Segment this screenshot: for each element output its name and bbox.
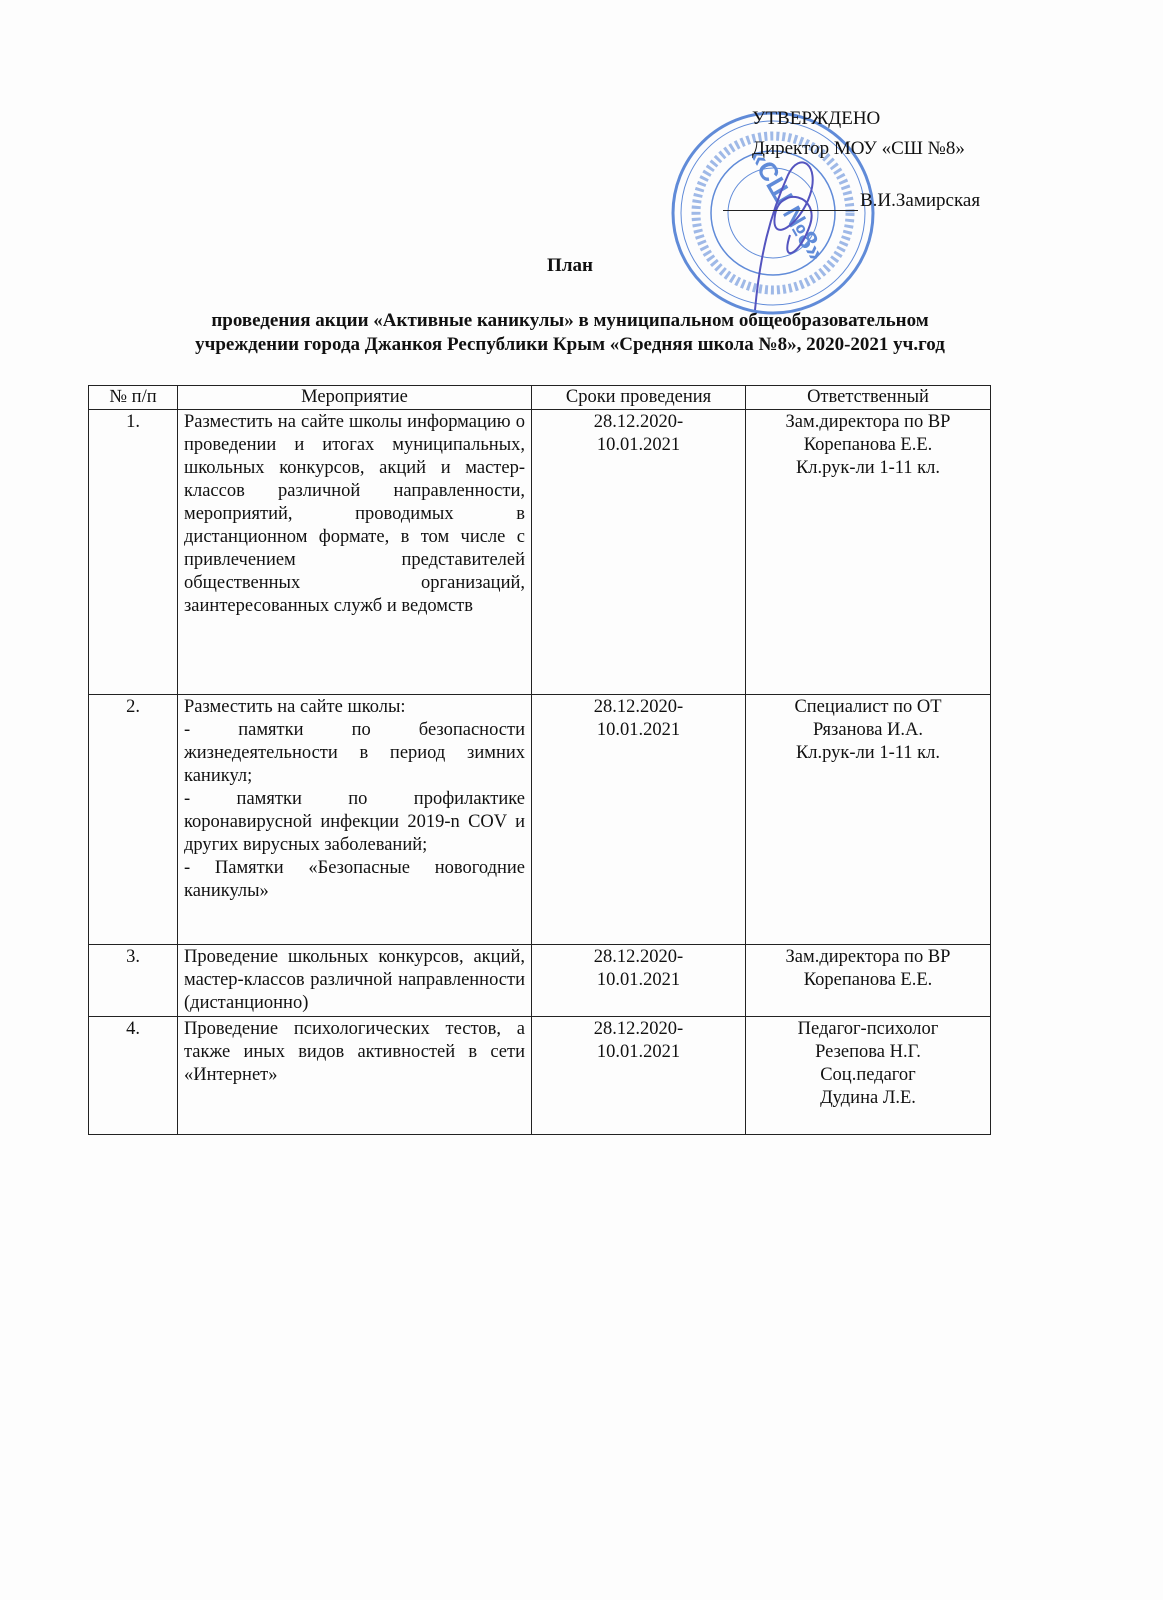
- row-number: 3.: [89, 945, 178, 1017]
- event-line: - памятки по профилактике коронавирусной инфекции 2019-n COV и других вирусных заболеваний;: [184, 789, 525, 855]
- responsible-line: Соц.педагог: [820, 1065, 916, 1085]
- row-event: Проведение школьных конкурсов, акций, мастер-классов различной направленности (дистанционно): [178, 945, 532, 1017]
- row-dates: [532, 945, 746, 1017]
- responsible-line: Зам.директора по ВР: [785, 412, 951, 432]
- svg-text:«СШ №8»: «СШ №8»: [743, 143, 832, 266]
- header-responsible: Ответственный: [746, 386, 991, 410]
- row-event: [178, 695, 532, 945]
- subtitle-line-1: проведения акции «Активные каникулы» в муниципальном общеобразовательном: [211, 310, 929, 331]
- date-end: 10.01.2021: [596, 1042, 681, 1062]
- responsible-line: Корепанова Е.Е.: [803, 970, 933, 990]
- date-end: 10.01.2021: [596, 720, 681, 740]
- event-line: Разместить на сайте школы:: [184, 697, 406, 717]
- approval-position: Директор МОУ «СШ №8»: [752, 138, 965, 159]
- table-row: [89, 695, 991, 945]
- row-number: 1.: [89, 410, 178, 695]
- row-dates: [532, 1017, 746, 1135]
- date-start: 28.12.2020-: [593, 1019, 684, 1039]
- signature-line: [723, 210, 858, 211]
- header-number: № п/п: [89, 386, 178, 410]
- event-line: - памятки по безопасности жизнедеятельности в период зимних каникул;: [184, 720, 525, 786]
- table-row: [89, 410, 991, 695]
- row-dates: [532, 410, 746, 695]
- date-start: 28.12.2020-: [593, 697, 684, 717]
- approval-signatory: В.И.Замирская: [860, 190, 981, 211]
- header-event: Мероприятие: [178, 386, 532, 410]
- responsible-line: Зам.директора по ВР: [785, 947, 951, 967]
- responsible-line: Педагог-психолог: [797, 1019, 939, 1039]
- row-responsible: [746, 410, 991, 695]
- responsible-line: Резепова Н.Г.: [815, 1042, 921, 1062]
- responsible-line: Кл.рук-ли 1-11 кл.: [795, 458, 941, 478]
- event-line: - Памятки «Безопасные новогодние каникулы»: [184, 858, 525, 901]
- responsible-line: Специалист по ОТ: [794, 697, 942, 717]
- date-end: 10.01.2021: [596, 970, 681, 990]
- row-responsible: [746, 1017, 991, 1135]
- approval-label: УТВЕРЖДЕНО: [752, 108, 881, 129]
- subtitle-line-2: учреждении города Джанкоя Республики Крым «Средняя школа №8», 2020-2021 уч.год: [195, 334, 945, 355]
- row-number: 2.: [89, 695, 178, 945]
- approval-block: [752, 104, 965, 164]
- row-dates: [532, 695, 746, 945]
- row-number: 4.: [89, 1017, 178, 1135]
- row-responsible: [746, 695, 991, 945]
- table-row: [89, 1017, 991, 1135]
- row-event: Проведение психологических тестов, а также иных видов активностей в сети «Интернет»: [178, 1017, 532, 1135]
- table-row: [89, 945, 991, 1017]
- date-end: 10.01.2021: [596, 435, 681, 455]
- header-dates: Сроки проведения: [532, 386, 746, 410]
- date-start: 28.12.2020-: [593, 947, 684, 967]
- responsible-line: Рязанова И.А.: [812, 720, 924, 740]
- responsible-line: Корепанова Е.Е.: [803, 435, 933, 455]
- row-event: Разместить на сайте школы информацию о проведении и итогах муниципальных, школьных конкурсов, акций и мастер-классов различной направленности, мероприятий, проводимых в дистанционном формате, в том числе с привлечением представителей общественных организаций, заинтересованных служб и ведомств: [178, 410, 532, 695]
- row-responsible: [746, 945, 991, 1017]
- responsible-line: Дудина Л.Е.: [820, 1088, 916, 1108]
- document-title: План: [547, 255, 593, 276]
- table-header-row: [89, 386, 991, 410]
- date-start: 28.12.2020-: [593, 412, 684, 432]
- responsible-line: Кл.рук-ли 1-11 кл.: [795, 743, 941, 763]
- plan-table: [88, 385, 991, 1135]
